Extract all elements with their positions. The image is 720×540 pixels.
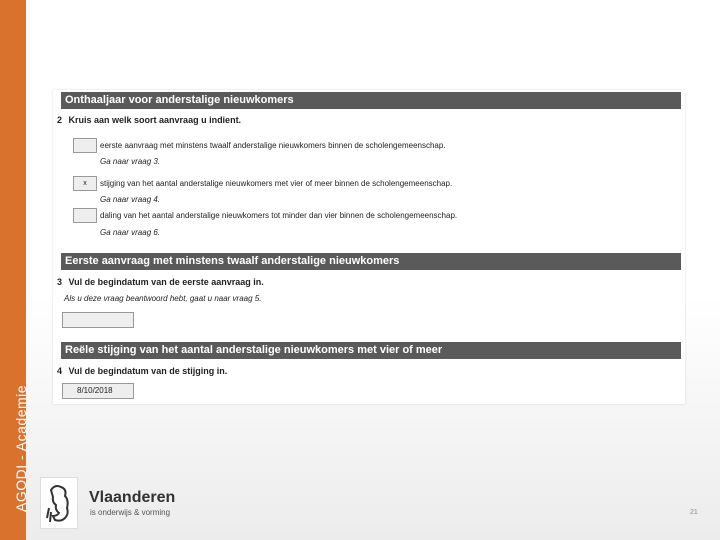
question-4-number: 4 bbox=[57, 366, 63, 376]
form-panel bbox=[53, 90, 685, 404]
question-3 bbox=[57, 277, 264, 287]
brand-name: Vlaanderen bbox=[89, 489, 176, 506]
lion-logo bbox=[40, 477, 78, 529]
question-4 bbox=[57, 366, 227, 376]
brand-subtitle: is onderwijs & vorming bbox=[90, 508, 171, 517]
section-header-onthaaljaar: Onthaaljaar voor anderstalige nieuwkomers bbox=[61, 92, 681, 109]
start-date-increase-field[interactable]: 8/10/2018 bbox=[62, 383, 134, 399]
question-4-text: Vul de begindatum van de stijging in. bbox=[68, 366, 228, 376]
option-2-label: stijging van het aantal anderstalige nieuwkomers met vier of meer binnen de scholengemeenschap. bbox=[100, 179, 453, 188]
start-date-first-request-field[interactable] bbox=[62, 312, 134, 328]
question-3-number: 3 bbox=[57, 277, 63, 287]
question-2-text: Kruis aan welk soort aanvraag u indient. bbox=[68, 115, 242, 125]
option-3-goto: Ga naar vraag 6. bbox=[100, 228, 161, 237]
option-3-checkbox[interactable] bbox=[73, 208, 97, 223]
sidebar-label: AGODI - Academie bbox=[13, 384, 29, 512]
option-1-goto: Ga naar vraag 3. bbox=[100, 157, 161, 166]
question-3-note: Als u deze vraag beantwoord hebt, gaat u naar vraag 5. bbox=[64, 294, 262, 303]
question-2-number: 2 bbox=[57, 115, 63, 125]
question-3-text: Vul de begindatum van de eerste aanvraag in. bbox=[68, 277, 264, 287]
option-1-label: eerste aanvraag met minstens twaalf anderstalige nieuwkomers binnen de scholengemeenschap. bbox=[100, 141, 446, 150]
section-header-reele-stijging: Reële stijging van het aantal anderstalige nieuwkomers met vier of meer bbox=[61, 342, 681, 359]
option-1-checkbox[interactable] bbox=[73, 138, 97, 153]
question-2 bbox=[57, 115, 241, 125]
page-number: 21 bbox=[690, 509, 698, 516]
option-2-checkbox[interactable]: x bbox=[73, 176, 97, 191]
lion-icon bbox=[41, 478, 77, 528]
option-3-label: daling van het aantal anderstalige nieuwkomers tot minder dan vier binnen de scholengemeenschap. bbox=[100, 211, 458, 220]
option-2-goto: Ga naar vraag 4. bbox=[100, 195, 161, 204]
section-header-eerste-aanvraag: Eerste aanvraag met minstens twaalf anderstalige nieuwkomers bbox=[61, 253, 681, 270]
